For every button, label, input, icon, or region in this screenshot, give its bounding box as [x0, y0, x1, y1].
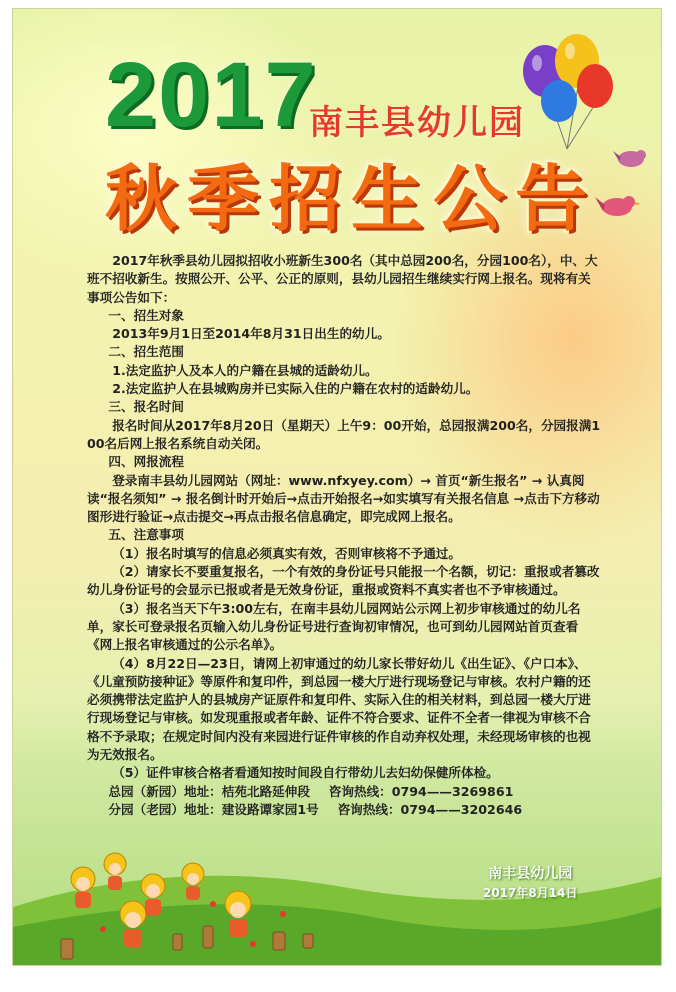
note-1: （1）报名时填写的信息必须真实有效，否则审核将不予通过。	[112, 545, 461, 561]
section-2-title: 二、招生范围	[108, 344, 184, 360]
main-campus-contact	[87, 783, 603, 801]
section-1-title: 一、招生对象	[108, 307, 184, 323]
note-5: （5）证件审核合格者看通知按时间段自行带幼儿去妇幼保健所体检。	[112, 765, 499, 781]
branch-campus-phone: 咨询热线：0794——3202646	[337, 801, 523, 817]
signature-date: 2017年8月14日	[483, 886, 578, 900]
note-4: （4）8月22日—23日，请网上初审通过的幼儿家长带好幼儿《出生证》、《户口本》、《儿童预防接种证》等原件和复印件，到总园一楼大厅进行现场登记与审核。农村户籍的还必须携带法定监护人的县城房产证原件和复印件、实际入住的相关材料，到总园一楼大厅进行现场登记与审核。如发现重报或者年龄、证件不符合要求、证件不全者一律视为审核不合格不予录取；在规定时间内没有来园进行证件审核的作自动弃权处理，未经现场审核的也视为无效报名。	[87, 655, 591, 763]
poster	[12, 8, 662, 966]
note-3: （3）报名当天下午3:00左右，在南丰县幼儿园网站公示网上初步审核通过的幼儿名单，家长可登录报名页输入幼儿身份证号进行查询初审情况，也可到幼儿园网站首页查看《网上报名审核通过的公示名单》。	[87, 600, 581, 653]
branch-campus-contact	[87, 801, 603, 819]
signature	[483, 864, 577, 902]
section-3-text: 报名时间从2017年8月20日（星期天）上午9：00开始，总园报满200名，分园报满100名后网上报名系统自动关闭。	[87, 417, 601, 451]
section-4-text: 登录南丰县幼儿园网站（网址：www.nfxyey.com）→ 首页“新生报名” → 认真阅读“报名须知” → 报名倒计时开始后→点击开始报名→如实填写有关报名信息 →点击下方移动图形进行验证→点击提交→再点击报名信息确定，即完成网上报名。	[87, 472, 600, 525]
announcement-body	[87, 252, 603, 819]
school-name: 南丰县幼儿园	[309, 103, 525, 143]
section-3-title: 三、报名时间	[108, 399, 184, 415]
section-1-text: 2013年9月1日至2014年8月31日出生的幼儿。	[112, 326, 390, 342]
headline: 秋季招生公告	[105, 156, 598, 241]
year-title: 2017	[105, 44, 318, 146]
main-campus-phone: 咨询热线：0794——3269861	[328, 783, 514, 799]
section-4-title: 四、网报流程	[108, 454, 184, 470]
signature-org: 南丰县幼儿园	[488, 866, 573, 882]
main-campus-address: 总园（新园）地址：桔苑北路延伸段	[108, 783, 310, 799]
birds-icon	[591, 147, 653, 227]
note-2: （2）请家长不要重复报名，一个有效的身份证号只能报一个名额，切记：重报或者篡改幼儿身份证号的会显示已报或者是无效身份证，重报或资料不真实者也不予审核通过。	[87, 564, 600, 598]
cartoon-kids-illustration	[53, 834, 373, 964]
branch-campus-address: 分园（老园）地址：建设路谭家园1号	[108, 801, 319, 817]
section-2-item-1: 1.法定监护人及本人的户籍在县城的适龄幼儿。	[112, 362, 378, 378]
intro-paragraph: 2017年秋季县幼儿园拟招收小班新生300名（其中总园200名，分园100名），中、大班不招收新生。按照公开、公平、公正的原则，县幼儿园招生继续实行网上报名。现将有关事项公告如下：	[87, 253, 598, 305]
section-2-item-2: 2.法定监护人在县城购房并已实际入住的户籍在农村的适龄幼儿。	[112, 381, 479, 397]
section-5-title: 五、注意事项	[108, 527, 184, 543]
